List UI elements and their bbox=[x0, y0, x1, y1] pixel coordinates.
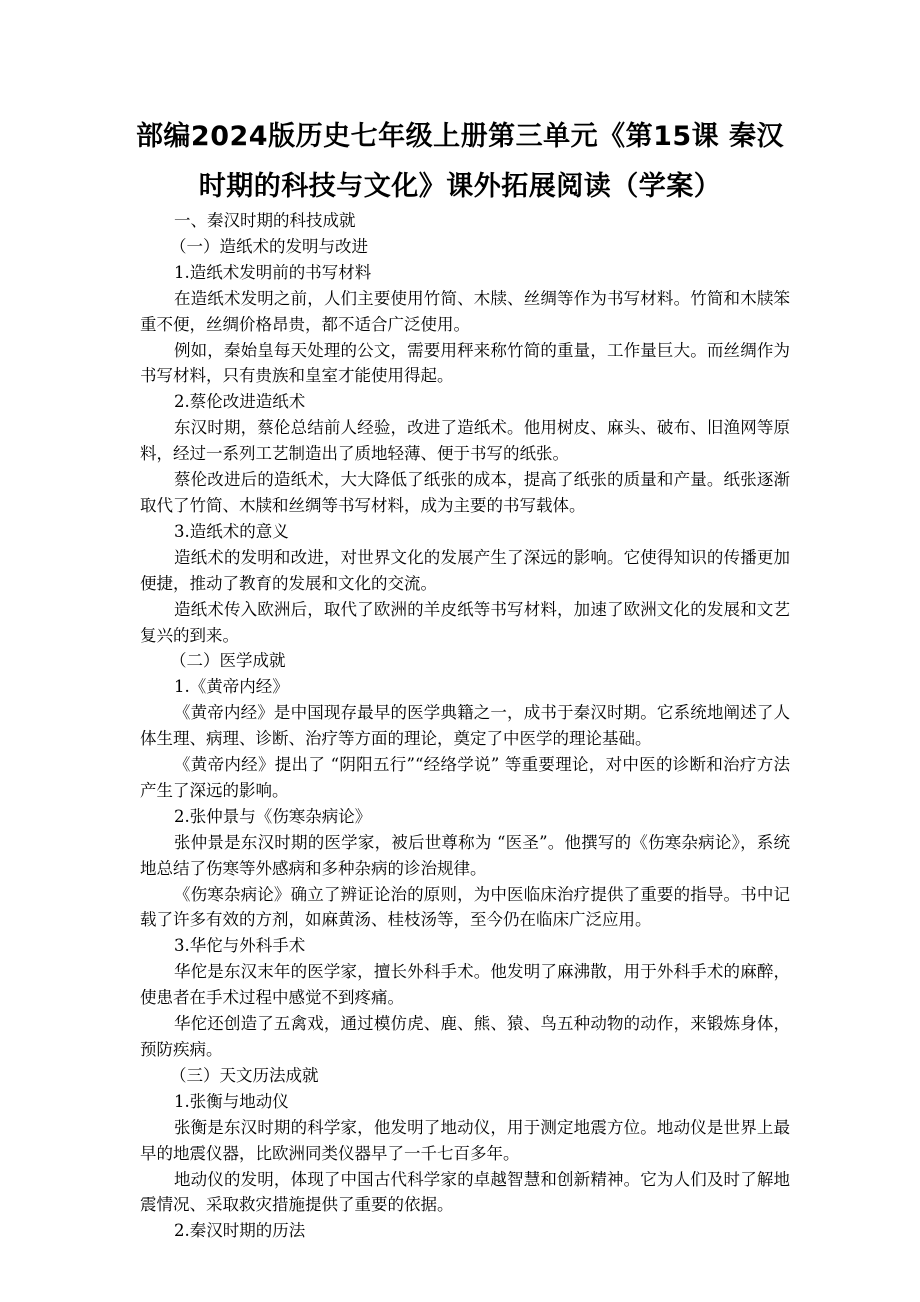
paragraph: 造纸术传入欧洲后，取代了欧洲的羊皮纸等书写材料，加速了欧洲文化的发展和文艺复兴的到来。 bbox=[140, 599, 790, 645]
paragraph: 《黄帝内经》提出了 “阴阳五行”“经络学说” 等重要理论，对中医的诊断和治疗方法产生了深远的影响。 bbox=[140, 755, 790, 800]
section-heading: 3.华佗与外科手术 bbox=[174, 936, 306, 956]
section-heading: （三）天文历法成就 bbox=[170, 1065, 319, 1085]
paragraph: 地动仪的发明，体现了中国古代科学家的卓越智慧和创新精神。它为人们及时了解地震情况、采取救灾措施提供了重要的依据。 bbox=[140, 1169, 790, 1215]
paragraph: 东汉时期，蔡伦总结前人经验，改进了造纸术。他用树皮、麻头、破布、旧渔网等原料，经过一系列工艺制造出了质地轻薄、便于书写的纸张。 bbox=[140, 418, 790, 464]
section-heading: 1.张衡与地动仪 bbox=[174, 1091, 289, 1111]
paragraph: 华佗是东汉末年的医学家，擅长外科手术。他发明了麻沸散，用于外科手术的麻醉，使患者在手术过程中感觉不到疼痛。 bbox=[140, 962, 790, 1008]
document-body bbox=[140, 208, 790, 1244]
section-heading: （二）医学成就 bbox=[170, 651, 286, 671]
paragraph: 《黄帝内经》是中国现存最早的医学典籍之一，成书于秦汉时期。它系统地阐述了人体生理、病理、诊断、治疗等方面的理论，奠定了中医学的理论基础。 bbox=[140, 703, 790, 749]
paragraph: 造纸术的发明和改进，对世界文化的发展产生了深远的影响。它使得知识的传播更加便捷，推动了教育的发展和文化的交流。 bbox=[140, 547, 790, 593]
paragraph: 在造纸术发明之前，人们主要使用竹简、木牍、丝绸等作为书写材料。竹简和木牍笨重不便，丝绸价格昂贵，都不适合广泛使用。 bbox=[140, 288, 790, 334]
section-heading: 2.秦汉时期的历法 bbox=[174, 1221, 306, 1241]
section-heading: 2.蔡伦改进造纸术 bbox=[174, 392, 306, 412]
section-heading: 1.《黄帝内经》 bbox=[174, 677, 289, 697]
section-heading: 1.造纸术发明前的书写材料 bbox=[174, 262, 372, 282]
section-heading: （一）造纸术的发明与改进 bbox=[170, 236, 368, 256]
section-heading: 3.造纸术的意义 bbox=[174, 521, 289, 541]
document-title: 部编2024版历史七年级上册第三单元《第15课 秦汉时期的科技与文化》课外拓展阅读（学案） bbox=[135, 121, 785, 202]
paragraph: 蔡伦改进后的造纸术，大大降低了纸张的成本，提高了纸张的质量和产量。纸张逐渐取代了竹简、木牍和丝绸等书写材料，成为主要的书写载体。 bbox=[140, 470, 790, 515]
paragraph: 张衡是东汉时期的科学家，他发明了地动仪，用于测定地震方位。地动仪是世界上最早的地震仪器，比欧洲同类仪器早了一千七百多年。 bbox=[140, 1117, 790, 1163]
paragraph: 《伤寒杂病论》确立了辨证论治的原则，为中医临床治疗提供了重要的指导。书中记载了许多有效的方剂，如麻黄汤、桂枝汤等，至今仍在临床广泛应用。 bbox=[140, 884, 790, 930]
paragraph: 例如，秦始皇每天处理的公文，需要用秤来称竹简的重量，工作量巨大。而丝绸作为书写材料，只有贵族和皇室才能使用得起。 bbox=[140, 340, 790, 386]
paragraph: 华佗还创造了五禽戏，通过模仿虎、鹿、熊、猿、鸟五种动物的动作，来锻炼身体，预防疾病。 bbox=[140, 1014, 790, 1059]
section-heading: 一、秦汉时期的科技成就 bbox=[174, 211, 356, 230]
paragraph: 张仲景是东汉时期的医学家，被后世尊称为 “医圣”。他撰写的《伤寒杂病论》，系统地总结了伤寒等外感病和多种杂病的诊治规律。 bbox=[140, 832, 790, 878]
section-heading: 2.张仲景与《伤寒杂病论》 bbox=[174, 806, 372, 826]
